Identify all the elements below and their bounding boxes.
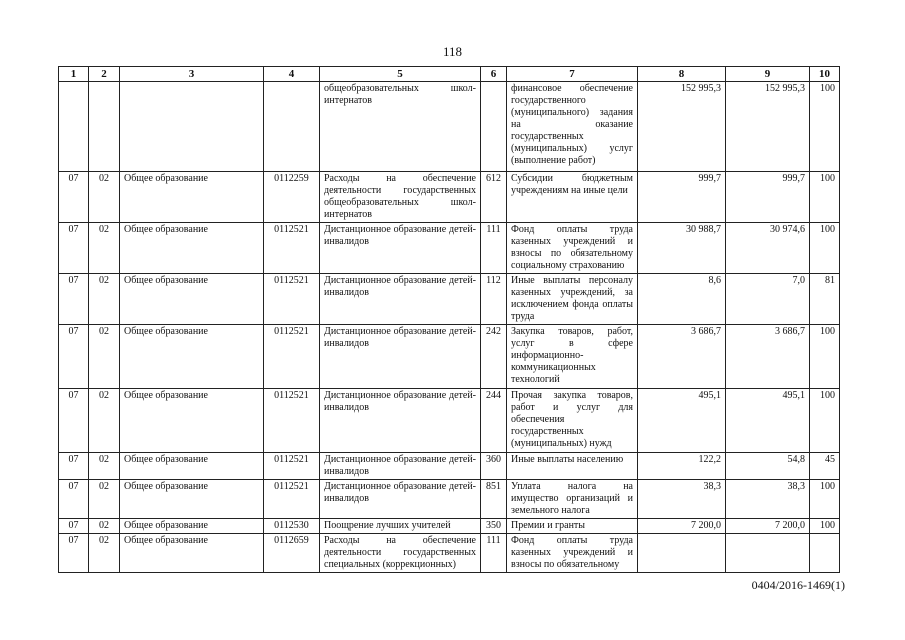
article-name-cell: Дистанционное образование детей-инвалидов — [320, 453, 481, 480]
table-row — [59, 223, 840, 274]
executed-amount-cell: 30 974,6 — [726, 223, 810, 274]
planned-amount-cell: 999,7 — [638, 172, 726, 223]
target-article-cell: 0112521 — [264, 453, 320, 480]
execution-percent-cell — [810, 534, 840, 573]
subsection-code-cell: 02 — [89, 172, 120, 223]
executed-amount-cell: 54,8 — [726, 453, 810, 480]
section-code-cell: 07 — [59, 480, 89, 519]
header-cell: 10 — [810, 67, 840, 82]
subsection-code-cell: 02 — [89, 223, 120, 274]
execution-percent-cell: 100 — [810, 82, 840, 172]
subsection-code-cell: 02 — [89, 519, 120, 534]
executed-amount-cell: 3 686,7 — [726, 325, 810, 389]
execution-percent-cell: 100 — [810, 519, 840, 534]
expense-type-code-cell: 111 — [481, 534, 507, 573]
header-cell: 4 — [264, 67, 320, 82]
expense-type-name-cell: Фонд оплаты труда казенных учреждений и взносы по обязательному социальному страхованию — [507, 223, 638, 274]
target-article-cell: 0112259 — [264, 172, 320, 223]
section-name-cell — [120, 82, 264, 172]
expense-type-code-cell: 244 — [481, 389, 507, 453]
header-cell: 9 — [726, 67, 810, 82]
planned-amount-cell: 30 988,7 — [638, 223, 726, 274]
target-article-cell: 0112659 — [264, 534, 320, 573]
section-code-cell: 07 — [59, 534, 89, 573]
executed-amount-cell: 38,3 — [726, 480, 810, 519]
table-row — [59, 325, 840, 389]
section-name-cell: Общее образование — [120, 534, 264, 573]
expense-type-code-cell: 851 — [481, 480, 507, 519]
header-cell: 1 — [59, 67, 89, 82]
page-number: 118 — [442, 44, 463, 59]
table-row — [59, 453, 840, 480]
executed-amount-cell: 495,1 — [726, 389, 810, 453]
expense-type-name-cell: Премии и гранты — [507, 519, 638, 534]
execution-percent-cell: 81 — [810, 274, 840, 325]
planned-amount-cell: 122,2 — [638, 453, 726, 480]
section-code-cell: 07 — [59, 172, 89, 223]
header-cell: 5 — [320, 67, 481, 82]
article-name-cell: общеобразовательных школ-интернатов — [320, 82, 481, 172]
execution-percent-cell: 100 — [810, 325, 840, 389]
table-row — [59, 389, 840, 453]
target-article-cell: 0112521 — [264, 480, 320, 519]
budget-table — [58, 66, 840, 573]
section-name-cell: Общее образование — [120, 325, 264, 389]
article-name-cell: Дистанционное образование детей-инвалидов — [320, 223, 481, 274]
planned-amount-cell: 495,1 — [638, 389, 726, 453]
document-id: 0404/2016-1469(1) — [751, 578, 845, 592]
expense-type-code-cell — [481, 82, 507, 172]
section-code-cell: 07 — [59, 453, 89, 480]
table-row — [59, 519, 840, 534]
subsection-code-cell: 02 — [89, 325, 120, 389]
subsection-code-cell: 02 — [89, 480, 120, 519]
execution-percent-cell: 100 — [810, 223, 840, 274]
executed-amount-cell: 999,7 — [726, 172, 810, 223]
expense-type-code-cell: 111 — [481, 223, 507, 274]
execution-percent-cell: 100 — [810, 480, 840, 519]
target-article-cell — [264, 82, 320, 172]
subsection-code-cell: 02 — [89, 389, 120, 453]
table-header-row — [59, 67, 840, 82]
execution-percent-cell: 45 — [810, 453, 840, 480]
executed-amount-cell: 7,0 — [726, 274, 810, 325]
section-name-cell: Общее образование — [120, 519, 264, 534]
expense-type-name-cell: Иные выплаты персоналу казенных учреждений, за исключением фонда оплаты труда — [507, 274, 638, 325]
table-row — [59, 274, 840, 325]
expense-type-name-cell: Уплата налога на имущество организаций и земельного налога — [507, 480, 638, 519]
planned-amount-cell: 8,6 — [638, 274, 726, 325]
section-code-cell: 07 — [59, 223, 89, 274]
section-code-cell: 07 — [59, 519, 89, 534]
article-name-cell: Расходы на обеспечение деятельности государственных специальных (коррекционных) — [320, 534, 481, 573]
subsection-code-cell: 02 — [89, 534, 120, 573]
table-row — [59, 480, 840, 519]
expense-type-name-cell: финансовое обеспечение государственного (муниципального) задания на оказание государственных (муниципальных) услуг (выполнение работ) — [507, 82, 638, 172]
subsection-code-cell — [89, 82, 120, 172]
expense-type-name-cell: Субсидии бюджетным учреждениям на иные цели — [507, 172, 638, 223]
planned-amount-cell: 7 200,0 — [638, 519, 726, 534]
section-name-cell: Общее образование — [120, 223, 264, 274]
section-name-cell: Общее образование — [120, 480, 264, 519]
planned-amount-cell: 152 995,3 — [638, 82, 726, 172]
expense-type-code-cell: 612 — [481, 172, 507, 223]
article-name-cell: Дистанционное образование детей-инвалидов — [320, 480, 481, 519]
expense-type-code-cell: 112 — [481, 274, 507, 325]
target-article-cell: 0112521 — [264, 274, 320, 325]
target-article-cell: 0112521 — [264, 325, 320, 389]
table-row — [59, 82, 840, 172]
executed-amount-cell: 152 995,3 — [726, 82, 810, 172]
table-row — [59, 172, 840, 223]
header-cell: 7 — [507, 67, 638, 82]
target-article-cell: 0112530 — [264, 519, 320, 534]
expense-type-name-cell: Прочая закупка товаров, работ и услуг для обеспечения государственных (муниципальных) нужд — [507, 389, 638, 453]
header-cell: 2 — [89, 67, 120, 82]
target-article-cell: 0112521 — [264, 389, 320, 453]
expense-type-code-cell: 242 — [481, 325, 507, 389]
expense-type-name-cell: Закупка товаров, работ, услуг в сфере информационно-коммуникационных технологий — [507, 325, 638, 389]
article-name-cell: Дистанционное образование детей-инвалидов — [320, 325, 481, 389]
section-name-cell: Общее образование — [120, 389, 264, 453]
header-cell: 8 — [638, 67, 726, 82]
article-name-cell: Дистанционное образование детей-инвалидов — [320, 389, 481, 453]
planned-amount-cell: 38,3 — [638, 480, 726, 519]
article-name-cell: Поощрение лучших учителей — [320, 519, 481, 534]
subsection-code-cell: 02 — [89, 453, 120, 480]
section-code-cell: 07 — [59, 389, 89, 453]
section-name-cell: Общее образование — [120, 274, 264, 325]
expense-type-code-cell: 360 — [481, 453, 507, 480]
section-code-cell: 07 — [59, 325, 89, 389]
section-code-cell — [59, 82, 89, 172]
section-code-cell: 07 — [59, 274, 89, 325]
executed-amount-cell: 7 200,0 — [726, 519, 810, 534]
expense-type-code-cell: 350 — [481, 519, 507, 534]
planned-amount-cell: 3 686,7 — [638, 325, 726, 389]
table-row — [59, 534, 840, 573]
target-article-cell: 0112521 — [264, 223, 320, 274]
planned-amount-cell — [638, 534, 726, 573]
section-name-cell: Общее образование — [120, 172, 264, 223]
article-name-cell: Дистанционное образование детей-инвалидов — [320, 274, 481, 325]
header-cell: 6 — [481, 67, 507, 82]
expense-type-name-cell: Фонд оплаты труда казенных учреждений и взносы по обязательному — [507, 534, 638, 573]
execution-percent-cell: 100 — [810, 389, 840, 453]
header-cell: 3 — [120, 67, 264, 82]
subsection-code-cell: 02 — [89, 274, 120, 325]
article-name-cell: Расходы на обеспечение деятельности государственных общеобразовательных школ-интернатов — [320, 172, 481, 223]
executed-amount-cell — [726, 534, 810, 573]
expense-type-name-cell: Иные выплаты населению — [507, 453, 638, 480]
execution-percent-cell: 100 — [810, 172, 840, 223]
section-name-cell: Общее образование — [120, 453, 264, 480]
